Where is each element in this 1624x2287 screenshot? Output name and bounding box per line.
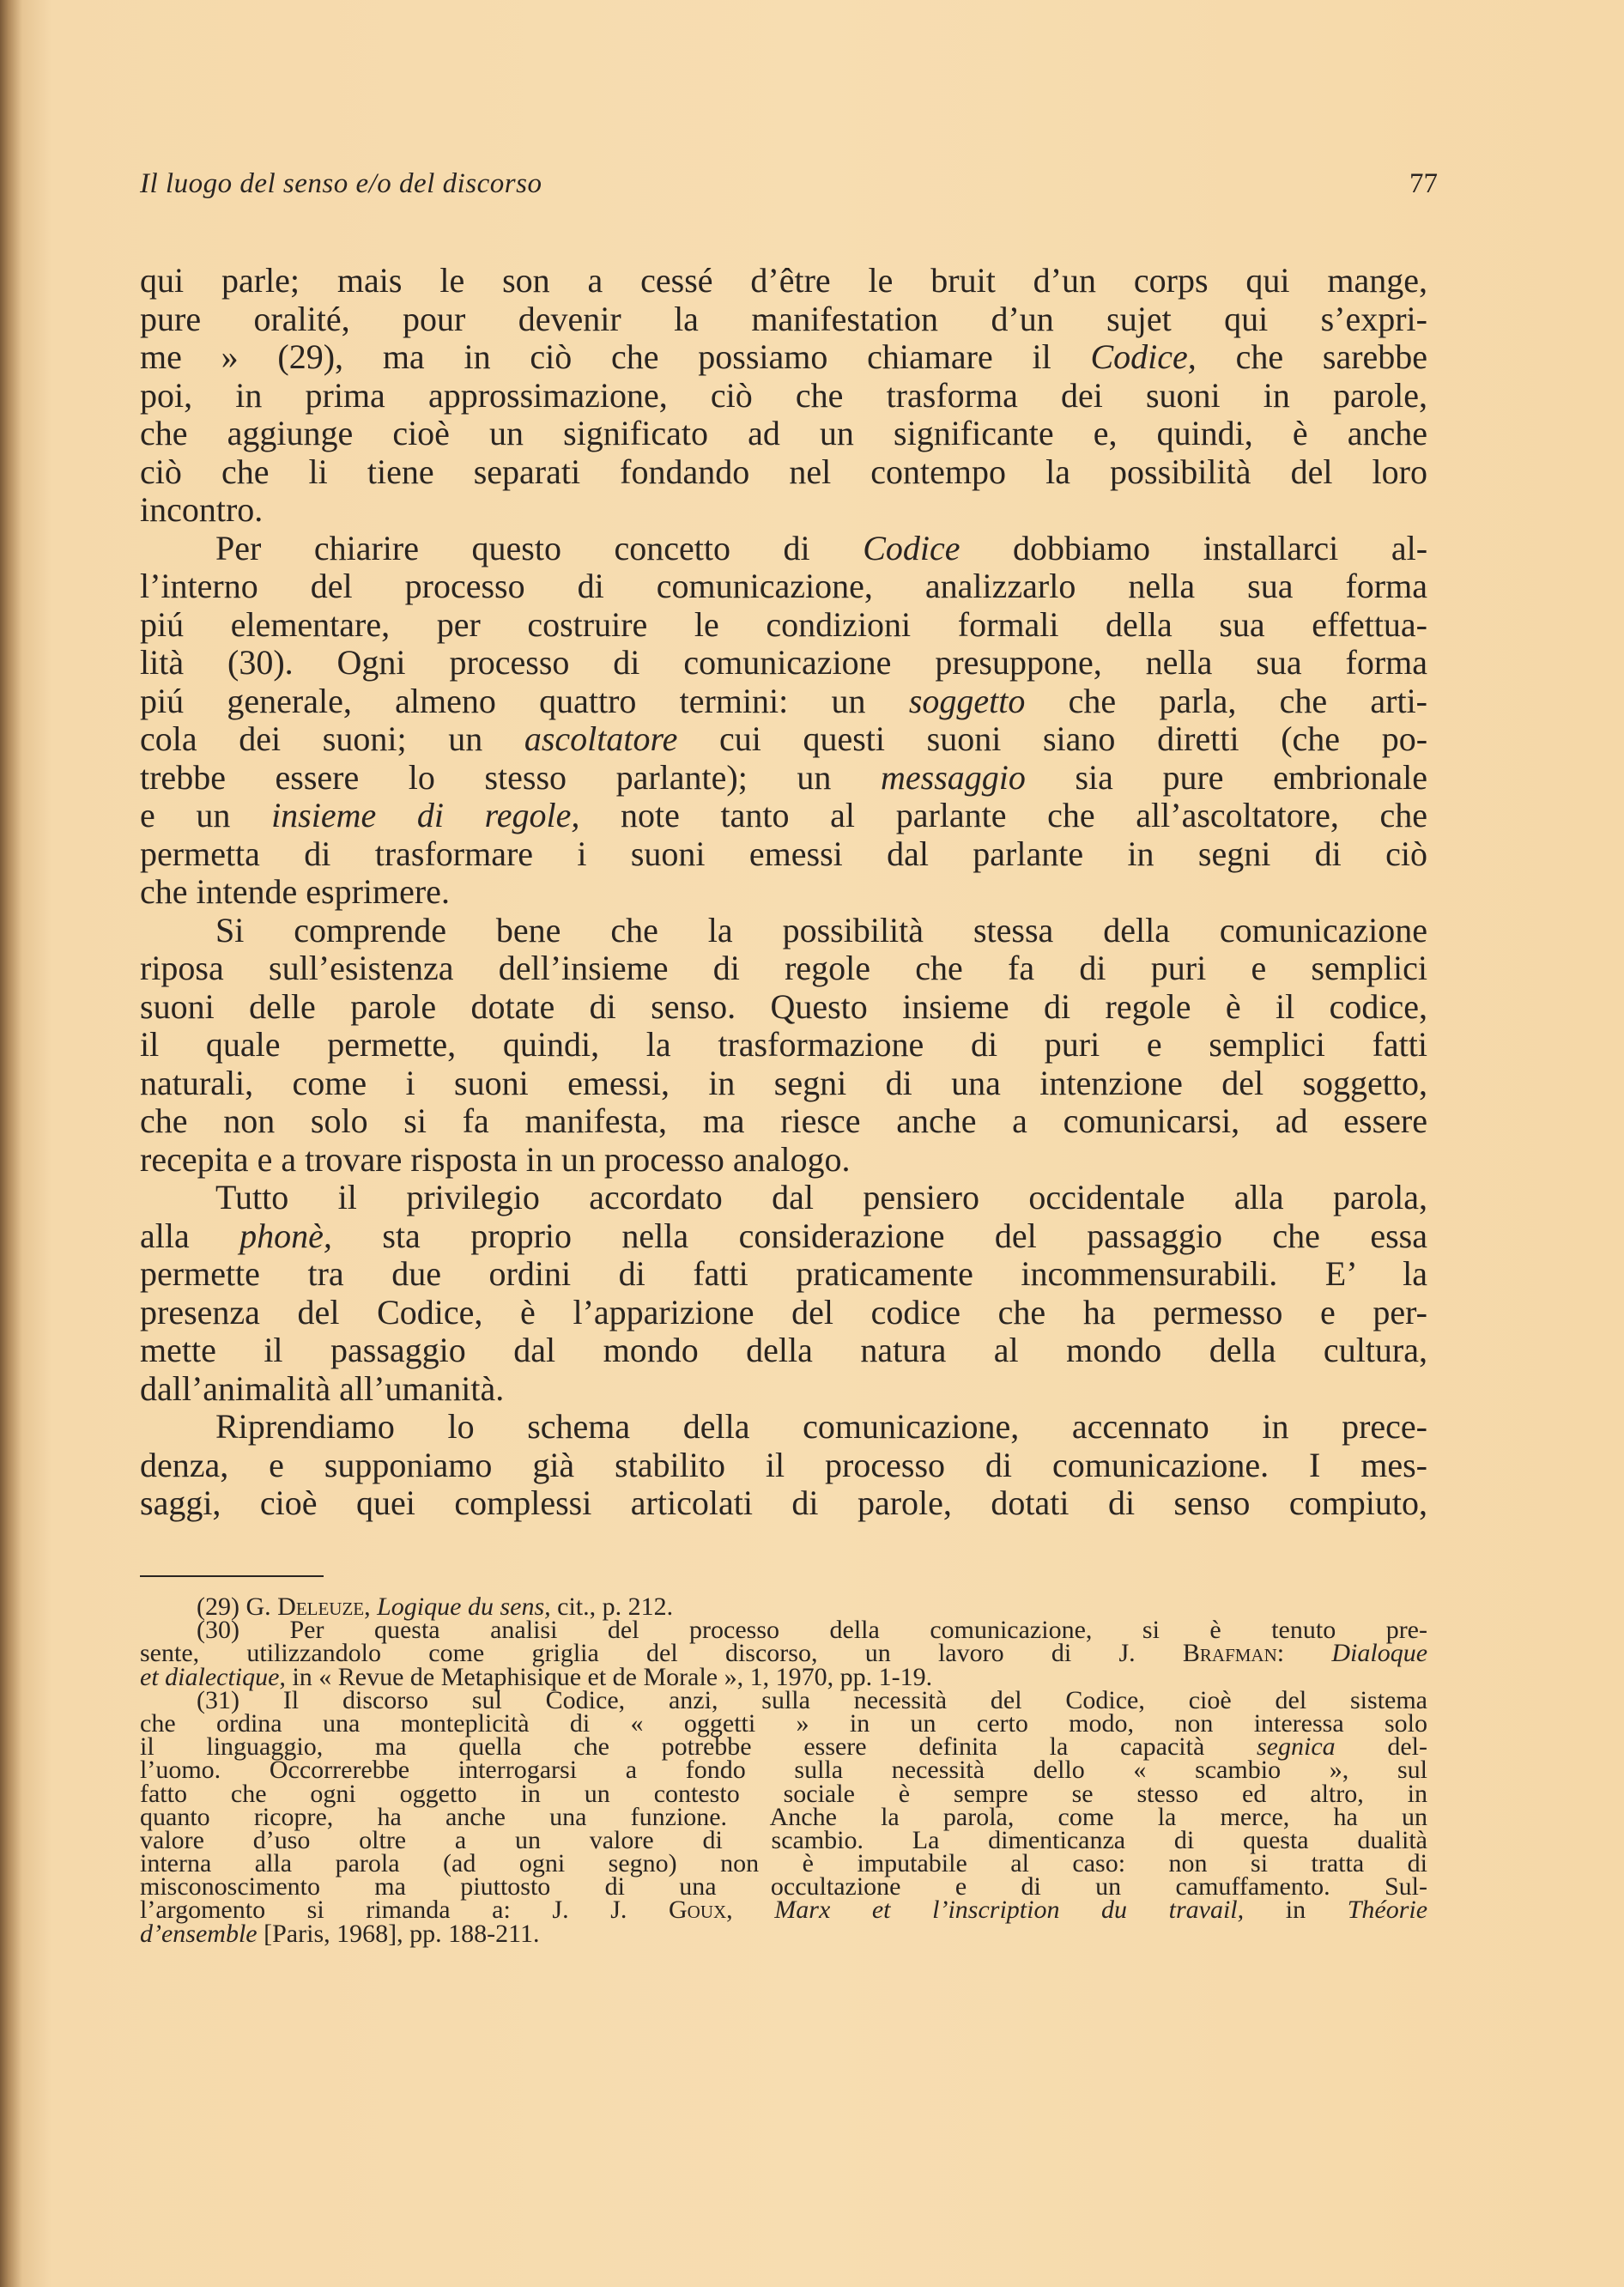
body-line: suoni delle parole dotate di senso. Questo insieme di regole è il codice,	[140, 986, 1427, 1026]
body-line: recepita e a trovare risposta in un processo analogo.	[140, 1139, 851, 1179]
footnote-line: valore d’uso oltre a un valore di scambio. La dimenticanza di questa dualità	[140, 1825, 1427, 1854]
footnote-rule	[140, 1575, 324, 1577]
footnote-line: l’uomo. Occorrerebbe interrogarsi a fondo sulla necessità dello « scambio », sul	[140, 1756, 1427, 1785]
body-line: e un insieme di regole, note tanto al parlante che all’ascoltatore, che	[140, 796, 1427, 834]
footnote-line: misconoscimento ma piuttosto di una occultazione e di un camuffamento. Sul-	[140, 1872, 1427, 1902]
footnote-line: che ordina una monteplicità di « oggetti » in un certo modo, non interessa solo	[140, 1708, 1427, 1738]
body-line: saggi, cioè quei complessi articolati di parole, dotati di senso compiuto,	[140, 1483, 1427, 1522]
body-line: incontro.	[140, 490, 264, 529]
running-head	[140, 168, 1438, 211]
footnote-line: fatto che ogni oggetto in un contesto sociale è sempre se stesso ed altro, in	[140, 1779, 1427, 1808]
body-line: che intende esprimere.	[140, 872, 450, 911]
body-line: riposa sull’esistenza dell’insieme di regole che fa di puri e semplici	[140, 949, 1427, 987]
body-line: il quale permette, quindi, la trasformazione di puri e semplici fatti	[140, 1025, 1427, 1064]
page-number: 77	[1409, 168, 1438, 199]
body-line: l’interno del processo di comunicazione, analizzarlo nella sua forma	[140, 567, 1427, 605]
body-line: Per chiarire questo concetto di Codice dobbiamo installarci al-	[215, 528, 1428, 567]
body-line: Riprendiamo lo schema della comunicazione, accennato in prece-	[215, 1407, 1427, 1446]
body-line: me » (29), ma in ciò che possiamo chiamare il Codice, che sarebbe	[140, 337, 1428, 376]
body-line: denza, e supponiamo già stabilito il processo di comunicazione. I mes-	[140, 1445, 1427, 1484]
footnote-line: d’ensemble [Paris, 1968], pp. 188-211.	[140, 1919, 540, 1948]
body-line: lità (30). Ogni processo di comunicazione presuppone, nella sua forma	[140, 643, 1427, 682]
body-line: cola dei suoni; un ascoltatore cui questi suoni siano diretti (che po-	[140, 719, 1428, 758]
footnote-line: (29) G. Deleuze, Logique du sens, cit., p. 212.	[197, 1592, 674, 1621]
body-line: naturali, come i suoni emessi, in segni di una intenzione del soggetto,	[140, 1063, 1427, 1102]
body-line: pure oralité, pour devenir la manifestation d’un sujet qui s’expri-	[140, 299, 1427, 338]
footnote-line: quanto ricopre, ha anche una funzione. Anche la parola, come la merce, ha un	[140, 1802, 1427, 1831]
body-line: dall’animalità all’umanità.	[140, 1368, 505, 1408]
body-line: che non solo si fa manifesta, ma riesce anche a comunicarsi, ad essere	[140, 1101, 1427, 1140]
body-line: Si comprende bene che la possibilità stessa della comunicazione	[215, 910, 1427, 949]
footnote-line: (31) Il discorso sul Codice, anzi, sulla necessità del Codice, cioè del sistema	[197, 1685, 1427, 1714]
body-line: permetta di trasformare i suoni emessi dal parlante in segni di ciò	[140, 834, 1427, 873]
footnote-line: l’argomento si rimanda a: J. J. Goux, Marx et l’inscription du travail, in Théorie	[140, 1896, 1428, 1925]
body-line: alla phonè, sta proprio nella considerazione del passaggio che essa	[140, 1216, 1427, 1255]
body-line: permette tra due ordini di fatti praticamente incommensurabili. E’ la	[140, 1254, 1427, 1293]
body-line: piú generale, almeno quattro termini: un soggetto che parla, che arti-	[140, 681, 1428, 720]
body-line: Tutto il privilegio accordato dal pensiero occidentale alla parola,	[215, 1178, 1427, 1216]
body-line: mette il passaggio dal mondo della natura al mondo della cultura,	[140, 1331, 1427, 1369]
footnote-line: sente, utilizzandolo come griglia del discorso, un lavoro di J. Brafman: Dialoque	[140, 1639, 1428, 1668]
footnotes	[140, 1592, 1428, 1948]
body-line: che aggiunge cioè un significato ad un significante e, quindi, è anche	[140, 414, 1427, 452]
body-line: piú elementare, per costruire le condizioni formali della sua effettua-	[140, 604, 1427, 644]
body-line: presenza del Codice, è l’apparizione del codice che ha permesso e per-	[140, 1292, 1427, 1332]
running-title: Il luogo del senso e/o del discorso	[140, 168, 542, 199]
footnote-line: interna alla parola (ad ogni segno) non è imputabile al caso: non si tratta di	[140, 1849, 1427, 1878]
footnote-line: il linguaggio, ma quella che potrebbe essere definita la capacità segnica del-	[140, 1732, 1427, 1762]
footnote-line: et dialectique, in « Revue de Metaphisique et de Morale », 1, 1970, pp. 1-19.	[140, 1662, 933, 1691]
body-line: qui parle; mais le son a cessé d’être le bruit d’un corps qui mange,	[140, 261, 1427, 300]
body-line: trebbe essere lo stesso parlante); un messaggio sia pure embrionale	[140, 757, 1428, 797]
body-line: ciò che li tiene separati fondando nel contempo la possibilità del loro	[140, 452, 1427, 491]
body-text	[140, 262, 1427, 1523]
body-line: poi, in prima approssimazione, ciò che trasforma dei suoni in parole,	[140, 375, 1427, 415]
footnote-line: (30) Per questa analisi del processo della comunicazione, si è tenuto pre-	[197, 1616, 1427, 1645]
